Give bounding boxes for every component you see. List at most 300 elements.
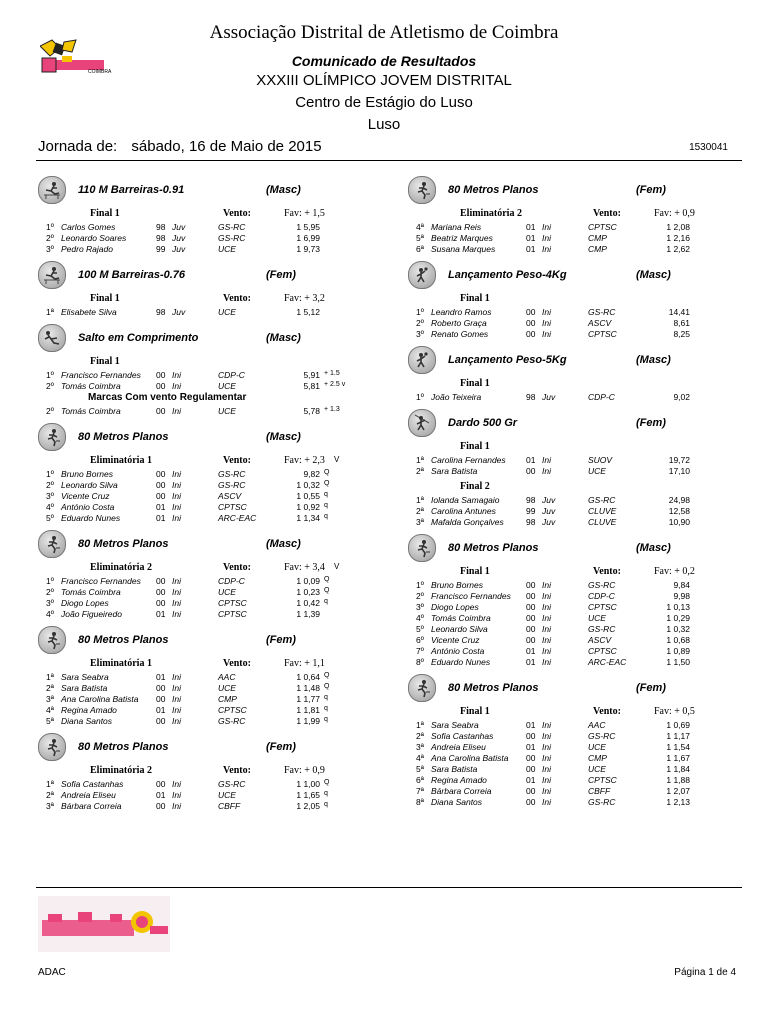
shot-put-icon [408,261,436,289]
qualification-mark: q [324,705,328,712]
result-mark: 1 5,95 [296,222,320,232]
result-row [38,469,368,480]
athlete-club: GS-RC [218,222,246,232]
athlete-year: 01 [526,455,536,465]
athlete-year: 00 [526,602,536,612]
result-mark: 12,58 [668,506,690,516]
event-title: 80 Metros Planos [78,538,169,550]
athlete-year: 00 [156,491,166,501]
athlete-name: Sara Batista [61,683,108,693]
heat-header [408,441,738,455]
result-position: 1ª [46,307,54,317]
qualification-mark: Q [324,779,330,786]
result-row [408,455,738,466]
athlete-club: UCE [588,764,606,774]
result-position: 5ª [416,233,424,243]
athlete-class: Ini [542,455,551,465]
athlete-year: 01 [526,720,536,730]
result-row [38,609,368,620]
athlete-name: Sara Batista [431,466,478,476]
athlete-name: Ana Carolina Batista [431,753,509,763]
qualification-mark: q [324,491,328,498]
result-mark: 1 1,17 [666,731,690,741]
athlete-club: CPTSC [588,329,617,339]
result-mark: 1 0,64 [296,672,320,682]
result-row [38,716,368,727]
result-row [408,517,738,528]
result-mark: 1 1,81 [296,705,320,715]
document-subtitle: Comunicado de Resultados [291,53,477,69]
athlete-year: 00 [526,329,536,339]
athlete-year: 00 [526,307,536,317]
results-column-right [408,170,738,808]
event-header [38,261,368,289]
athlete-class: Ini [542,657,551,667]
athlete-class: Ini [542,580,551,590]
athlete-year: 99 [156,244,166,254]
athlete-year: 00 [156,587,166,597]
athlete-year: 01 [526,742,536,752]
result-position: 2º [46,233,54,243]
qualification-mark: Q [324,469,330,476]
result-mark: 9,82 [303,469,320,479]
result-mark: 1 2,07 [666,786,690,796]
athlete-year: 01 [526,233,536,243]
athlete-class: Ini [542,646,551,656]
result-position: 8ª [416,797,424,807]
athlete-club: AAC [588,720,606,730]
athlete-club: CDP-C [588,392,615,402]
athlete-name: Diana Santos [61,716,113,726]
event-header [408,534,738,562]
result-mark: 1 1,00 [296,779,320,789]
athlete-club: GS-RC [588,624,616,634]
athlete-club: UCE [218,244,236,254]
athlete-class: Ini [542,753,551,763]
athlete-name: Bruno Bornes [61,469,113,479]
athlete-name: Leonardo Soares [61,233,127,243]
athlete-name: Carlos Gomes [61,222,116,232]
result-mark: 9,98 [673,591,690,601]
jornada-label: Jornada de: [38,138,118,155]
result-row [408,244,738,255]
athlete-club: UCE [218,683,236,693]
logo-text: COIMBRA [88,69,112,75]
result-position: 1º [46,370,54,380]
athlete-club: CPTSC [588,775,617,785]
qualification-mark: Q [324,576,330,583]
athlete-name: Carolina Antunes [431,506,496,516]
results-column-left [38,170,368,812]
wind-label: Vento: [223,455,251,466]
athlete-class: Ini [172,576,181,586]
wind-value: Fav: + 2,3 [284,455,325,466]
athlete-name: Sofia Castanhas [431,731,494,741]
result-row [38,370,368,381]
athlete-club: CPTSC [218,705,247,715]
athlete-club: ARC-EAC [218,513,257,523]
athlete-name: Bárbara Correia [431,786,492,796]
athlete-class: Ini [172,672,181,682]
result-row [408,775,738,786]
wind-flag: V [334,562,340,571]
result-row [408,646,738,657]
athlete-name: Tomás Coimbra [61,587,121,597]
footer-org: ADAC [38,967,66,978]
heat-round: Eliminatória 2 [90,765,152,776]
athlete-name: Roberto Graça [431,318,487,328]
heat-round: Eliminatória 2 [460,208,522,219]
heat-round: Final 1 [90,293,120,304]
result-mark: 1 0,55 [296,491,320,501]
athlete-name: Regina Amado [61,705,117,715]
result-mark: 1 0,69 [666,720,690,730]
wind-label: Vento: [593,208,621,219]
athlete-club: CBFF [588,786,611,796]
result-position: 1ª [46,779,54,789]
athlete-year: 98 [526,495,536,505]
athlete-name: Pedro Rajado [61,244,113,254]
athlete-name: Andreia Eliseu [431,742,486,752]
event-category: (Fem) [266,634,296,646]
result-position: 5º [46,513,54,523]
athlete-class: Ini [172,491,181,501]
athlete-club: UCE [218,381,236,391]
athlete-name: Sara Batista [431,764,478,774]
result-mark: 5,91 [303,370,320,380]
heat-round: Final 1 [460,441,490,452]
result-position: 4º [46,502,54,512]
qualification-mark: q [324,502,328,509]
athlete-club: GS-RC [218,469,246,479]
athlete-class: Ini [172,587,181,597]
result-mark: 1 0,89 [666,646,690,656]
athlete-year: 00 [526,613,536,623]
result-row [408,506,738,517]
result-position: 2ª [416,506,424,516]
result-row [38,222,368,233]
qualification-mark: Q [324,587,330,594]
athlete-year: 00 [156,716,166,726]
wind-label: Vento: [593,566,621,577]
athlete-club: UCE [588,742,606,752]
result-row [38,779,368,790]
event-header [38,733,368,761]
athlete-name: Diogo Lopes [431,602,479,612]
athlete-class: Ini [172,716,181,726]
result-row [38,480,368,491]
result-row [38,244,368,255]
athlete-year: 01 [526,646,536,656]
athlete-name: Bruno Bornes [431,580,483,590]
athlete-club: UCE [218,587,236,597]
qualification-mark: q [324,790,328,797]
athlete-year: 00 [156,598,166,608]
wind-flag: V [334,455,340,464]
result-row [408,635,738,646]
event-header [38,530,368,558]
athlete-class: Ini [172,381,181,391]
event-title: 80 Metros Planos [78,431,169,443]
heat-round: Final 2 [460,481,490,492]
athlete-year: 00 [526,466,536,476]
athlete-name: Susana Marques [431,244,496,254]
qualification-mark: q [324,694,328,701]
result-row [38,587,368,598]
result-position: 8º [416,657,424,667]
athlete-name: António Costa [61,502,115,512]
result-position: 1º [46,222,54,232]
athlete-name: Sofia Castanhas [61,779,124,789]
athlete-class: Ini [172,779,181,789]
result-row [408,591,738,602]
heat-header [408,378,738,392]
event-header [408,409,738,437]
athlete-name: Francisco Fernandes [61,576,141,586]
athlete-class: Ini [542,591,551,601]
athlete-year: 01 [526,244,536,254]
result-mark: 1 6,99 [296,233,320,243]
athlete-year: 01 [156,672,166,682]
athlete-club: ASCV [218,491,242,501]
heat-header [38,356,368,370]
result-row [408,495,738,506]
athlete-year: 00 [156,480,166,490]
athlete-year: 00 [526,786,536,796]
wind-label: Vento: [223,293,251,304]
athlete-class: Ini [172,480,181,490]
athlete-class: Juv [172,307,186,317]
result-row [408,797,738,808]
event-category: (Masc) [636,354,671,366]
athlete-name: Regina Amado [431,775,487,785]
result-position: 2ª [46,683,54,693]
result-position: 3º [46,491,54,501]
athlete-year: 00 [156,576,166,586]
heat-round: Final 1 [90,356,120,367]
result-position: 3º [416,602,424,612]
sprint-icon [38,733,66,761]
result-position: 4º [416,613,424,623]
athlete-club: GS-RC [218,716,246,726]
event-header [38,324,368,352]
result-mark: 10,90 [668,517,690,527]
result-mark: 1 2,13 [666,797,690,807]
event-category: (Fem) [266,741,296,753]
qualification-mark: Q [324,480,330,487]
javelin-icon [408,409,436,437]
athlete-name: Renato Gomes [431,329,489,339]
athlete-name: Iolanda Samagaio [431,495,500,505]
athlete-year: 98 [526,392,536,402]
header-divider [36,160,742,161]
athlete-class: Ini [542,742,551,752]
athlete-club: GS-RC [218,480,246,490]
result-row [408,731,738,742]
athlete-year: 00 [526,591,536,601]
event-header [408,674,738,702]
athlete-name: Francisco Fernandes [431,591,511,601]
athlete-name: Tomás Coimbra [61,406,121,416]
result-mark: 1 1,88 [666,775,690,785]
athlete-name: João Figueiredo [61,609,122,619]
athlete-year: 00 [156,370,166,380]
result-mark: 1 0,23 [296,587,320,597]
athlete-class: Juv [172,244,186,254]
event-category: (Masc) [636,542,671,554]
result-mark: 19,72 [668,455,690,465]
athlete-name: Sara Seabra [61,672,109,682]
result-position: 5ª [416,764,424,774]
athlete-class: Ini [172,790,181,800]
result-position: 2ª [416,466,424,476]
result-mark: 1 5,12 [296,307,320,317]
event-title: Lançamento Peso-5Kg [448,354,567,366]
result-mark: 1 1,34 [296,513,320,523]
result-mark: 5,78 [303,406,320,416]
athlete-name: Vicente Cruz [431,635,480,645]
athlete-club: CPTSC [588,222,617,232]
athlete-name: Tomás Coimbra [431,613,491,623]
result-row [408,392,738,403]
result-row [408,764,738,775]
result-position: 5ª [46,716,54,726]
athlete-name: Sara Seabra [431,720,479,730]
athlete-class: Ini [172,694,181,704]
athlete-year: 01 [526,775,536,785]
qualification-mark: Q [324,672,330,679]
result-mark: 24,98 [668,495,690,505]
city-name: Luso [367,116,401,133]
heat-header [408,481,738,495]
athlete-club: CPTSC [218,609,247,619]
heat-round: Final 1 [460,293,490,304]
sprint-icon [38,530,66,558]
event-header [38,423,368,451]
athlete-club: CDP-C [218,576,245,586]
result-row [38,683,368,694]
result-position: 2ª [416,731,424,741]
athlete-class: Ini [542,222,551,232]
athlete-year: 00 [156,683,166,693]
event-title: Lançamento Peso-4Kg [448,269,567,281]
result-position: 3ª [416,742,424,752]
shot-put-icon [408,346,436,374]
result-position: 2º [46,406,54,416]
athlete-name: Eduardo Nunes [431,657,491,667]
heat-round: Final 1 [460,378,490,389]
athlete-club: GS-RC [588,797,616,807]
result-mark: 1 1,39 [296,609,320,619]
qualification-mark: + 1.3 [324,406,340,413]
result-position: 2ª [46,790,54,800]
long-jump-icon [38,324,66,352]
athlete-year: 00 [156,406,166,416]
athlete-year: 01 [156,790,166,800]
event-title: Salto em Comprimento [78,332,199,344]
athlete-class: Juv [172,222,186,232]
result-mark: 1 1,65 [296,790,320,800]
hurdles-icon [38,176,66,204]
qualification-mark: q [324,598,328,605]
result-row [38,705,368,716]
athlete-year: 01 [526,657,536,667]
result-mark: 5,81 [303,381,320,391]
hurdles-icon [38,261,66,289]
athlete-club: CLUVE [588,517,617,527]
result-position: 3ª [46,801,54,811]
athlete-year: 00 [526,764,536,774]
qualification-mark: q [324,513,328,520]
athlete-name: Diogo Lopes [61,598,109,608]
result-mark: 1 1,77 [296,694,320,704]
result-mark: 1 1,54 [666,742,690,752]
result-mark: 1 2,05 [296,801,320,811]
athlete-club: AAC [218,672,236,682]
result-position: 3º [46,244,54,254]
heat-header [408,706,738,720]
result-row [408,329,738,340]
result-row [38,598,368,609]
heat-header [38,658,368,672]
result-row [408,222,738,233]
athlete-class: Ini [172,406,181,416]
result-mark: 1 9,73 [296,244,320,254]
result-mark: 1 0,32 [666,624,690,634]
sprint-icon [408,534,436,562]
result-row [408,613,738,624]
event-title: 80 Metros Planos [448,682,539,694]
qualification-mark: + 2.5 v [324,381,346,388]
athlete-class: Ini [542,244,551,254]
document-id: 1530041 [689,142,728,153]
result-mark: 1 0,92 [296,502,320,512]
athlete-name: Leonardo Silva [61,480,118,490]
athlete-year: 00 [156,801,166,811]
athlete-name: João Teixeira [431,392,482,402]
athlete-class: Ini [172,502,181,512]
athlete-year: 01 [156,502,166,512]
result-position: 1º [416,392,424,402]
result-position: 4ª [416,222,424,232]
result-position: 3º [416,329,424,339]
result-note: Marcas Com vento Regulamentar [88,392,247,403]
qualification-mark: + 1.5 [324,370,340,377]
result-position: 2º [46,480,54,490]
result-mark: 1 0,13 [666,602,690,612]
athlete-club: UCE [588,613,606,623]
result-position: 1ª [416,455,424,465]
result-position: 3ª [416,517,424,527]
result-row [38,790,368,801]
athlete-club: CMP [588,233,607,243]
result-row [408,233,738,244]
wind-label: Vento: [223,765,251,776]
venue-name: Centro de Estágio do Luso [295,94,473,111]
result-position: 4º [46,609,54,619]
athlete-class: Ini [172,513,181,523]
event-category: (Masc) [266,431,301,443]
athlete-year: 00 [156,469,166,479]
heat-header [408,293,738,307]
athlete-class: Ini [542,764,551,774]
wind-value: Fav: + 0,9 [654,208,695,219]
result-position: 1ª [46,672,54,682]
heat-round: Eliminatória 2 [90,562,152,573]
wind-label: Vento: [593,706,621,717]
result-mark: 1 0,32 [296,480,320,490]
wind-label: Vento: [223,562,251,573]
